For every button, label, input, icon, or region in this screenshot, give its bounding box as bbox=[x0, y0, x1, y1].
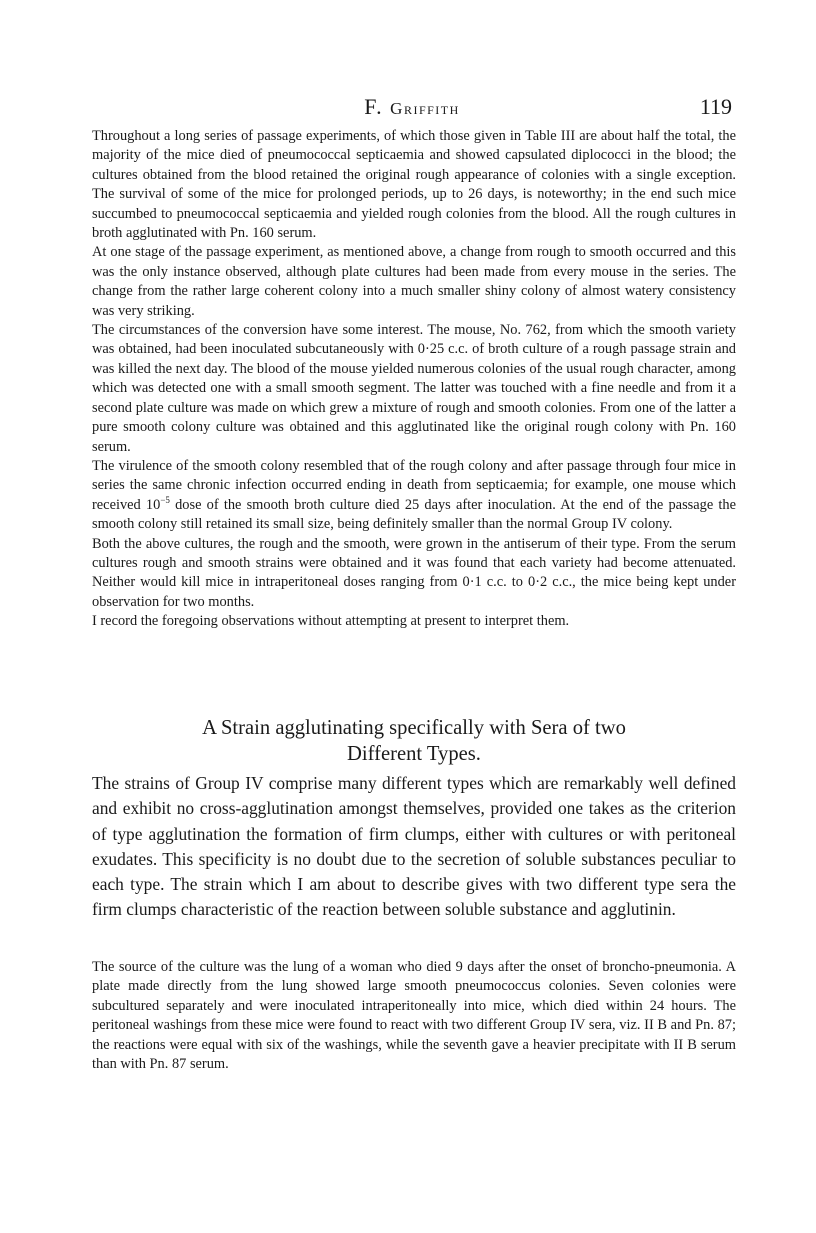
heading-line-2: Different Types. bbox=[347, 743, 481, 765]
section-passage-experiments bbox=[92, 127, 736, 632]
author-initial: F. bbox=[364, 94, 384, 119]
paragraph-4-part-2: dose of the smooth broth culture died 25 days after inoculation. At the end of the passage the smooth colony still retained its small size, being definitely smaller than the normal Group IV colony. bbox=[92, 496, 737, 533]
intro-paragraph: The strains of Group IV comprise many different types which are remarkably well defined and exhibit no cross-agglutination amongst themselves, provided one takes as the criterion of type agglutination the formation of firm clumps, either with cultures or with peritoneal exudates. This specificity is no doubt due to the secretion of soluble substances peculiar to each type. The strain which I am about to describe gives with two different type sera the firm clumps characteristic of the reaction between soluble substance and agglutinin. bbox=[92, 773, 736, 920]
body-paragraph: The source of the culture was the lung of a woman who died 9 days after the onset of broncho-pneumonia. A plate made directly from the lung showed large smooth pneumococcus colonies. Seven colonies were subcultured separately and were inoculated intraperitoneally into mice, which died within 24 hours. The peritoneal washings from these mice were found to react with two different Group IV sera, viz. II B and Pn. 87; the reactions were equal with six of the washings, while the seventh gave a heavier precipitate with II B serum than with Pn. 87 serum. bbox=[92, 959, 736, 1073]
running-head-author bbox=[92, 94, 732, 120]
page-number: 119 bbox=[699, 94, 732, 119]
paragraph-1: Throughout a long series of passage experiments, of which those given in Table III are about half the total, the majority of the mice died of pneumococcal septicaemia and showed capsulated diplococci in the blood; the cultures obtained from the blood retained the original rough appearance of colonies with a single exception. The survival of some of the mice for prolonged periods, up to 26 days, is noteworthy; in the end such mice succumbed to pneumococcal septicaemia and yielded rough colonies from the blood. All the rough cultures in broth agglutinated with Pn. 160 serum. bbox=[92, 128, 736, 242]
section-heading bbox=[92, 715, 736, 767]
author-surname: Griffith bbox=[390, 99, 460, 118]
section-intro-large bbox=[92, 771, 736, 923]
paragraph-3: The circumstances of the conversion have some interest. The mouse, No. 762, from which the smooth variety was obtained, had been inoculated subcutaneously with 0·25 c.c. of broth culture of a rough passage strain and was killed the next day. The blood of the mouse yielded numerous colonies of the usual rough character, among which was detected one with a small smooth segment. The latter was touched with a fine needle and from it a second plate culture was made on which grew a mixture of rough and smooth colonies. From one of the latter a pure smooth colony culture was obtained and this agglutinated like the original rough colony with Pn. 160 serum. bbox=[92, 322, 736, 455]
paragraph-4-part-1: The virulence of the smooth colony resembled that of the rough colony and after passage through four mice in series the same chronic infection occurred ending in death from septicaemia; for example, one mouse which received 10 bbox=[92, 457, 736, 513]
heading-line-1: A Strain agglutinating specifically with Sera of two bbox=[202, 717, 626, 739]
exponent: −5 bbox=[160, 494, 170, 505]
section-culture-source bbox=[92, 958, 736, 1074]
paragraph-4 bbox=[92, 457, 736, 535]
paragraph-2: At one stage of the passage experiment, as mentioned above, a change from rough to smooth occurred and this was the only instance observed, although plate cultures had been made from every mouse in the series. The change from the rather large coherent colony into a much smaller shiny colony of almost watery consistency was very striking. bbox=[92, 244, 736, 319]
paragraph-5: Both the above cultures, the rough and the smooth, were grown in the antiserum of their type. From the serum cultures rough and smooth strains were obtained and it was found that each variety had become attenuated. Neither would kill mice in intraperitoneal doses ranging from 0·1 c.c. to 0·2 c.c., the mice being kept under observation for two months. bbox=[92, 535, 736, 610]
running-header bbox=[92, 94, 732, 124]
paragraph-6: I record the foregoing observations without attempting at present to interpret them. bbox=[92, 613, 570, 630]
